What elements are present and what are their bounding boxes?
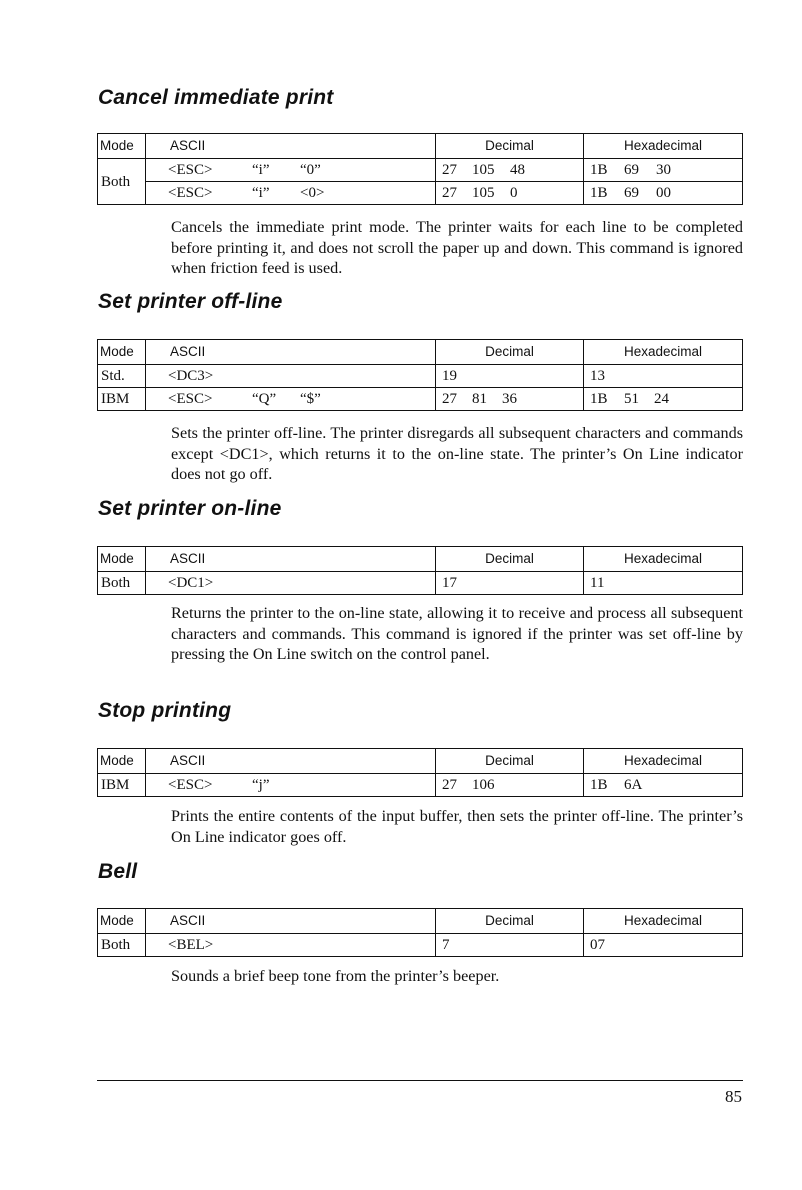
decimal-cell: 7 bbox=[436, 934, 584, 957]
ascii-cell: <ESC> “i” <0> bbox=[146, 182, 436, 205]
table-row bbox=[98, 388, 743, 411]
section-title-stop-printing: Stop printing bbox=[98, 699, 232, 722]
ascii-cell: <DC3> bbox=[146, 365, 436, 388]
decimal-column-header: Decimal bbox=[436, 547, 584, 572]
decimal-cell: 17 bbox=[436, 572, 584, 595]
mode-column-header: Mode bbox=[98, 547, 146, 572]
decimal-cell: 27 105 48 bbox=[436, 159, 584, 182]
command-table-set-printer-off-line bbox=[97, 339, 743, 411]
mode-cell: Both bbox=[98, 934, 146, 957]
mode-cell: IBM bbox=[98, 388, 146, 411]
hex-column-header: Hexadecimal bbox=[584, 340, 743, 365]
command-table-cancel-immediate-print bbox=[97, 133, 743, 205]
mode-cell: Both bbox=[98, 159, 146, 205]
mode-column-header: Mode bbox=[98, 340, 146, 365]
hex-column-header: Hexadecimal bbox=[584, 547, 743, 572]
hex-cell: 1B 69 30 bbox=[584, 159, 743, 182]
table-header-row bbox=[98, 909, 743, 934]
table-header-row bbox=[98, 134, 743, 159]
hex-cell: 1B 69 00 bbox=[584, 182, 743, 205]
section-title-set-printer-off-line: Set printer off-line bbox=[98, 290, 283, 313]
decimal-column-header: Decimal bbox=[436, 340, 584, 365]
table-row bbox=[98, 572, 743, 595]
hex-column-header: Hexadecimal bbox=[584, 749, 743, 774]
mode-column-header: Mode bbox=[98, 749, 146, 774]
decimal-column-header: Decimal bbox=[436, 909, 584, 934]
decimal-cell: 27 81 36 bbox=[436, 388, 584, 411]
command-table-stop-printing bbox=[97, 748, 743, 797]
mode-cell: Both bbox=[98, 572, 146, 595]
section-title-set-printer-on-line: Set printer on-line bbox=[98, 497, 282, 520]
table-row bbox=[98, 774, 743, 797]
ascii-cell: <ESC> “Q” “$” bbox=[146, 388, 436, 411]
table-row bbox=[98, 182, 743, 205]
hex-cell: 1B 51 24 bbox=[584, 388, 743, 411]
section-description: Cancels the immediate print mode. The printer waits for each line to be completed before printing it, and does not scroll the paper up and down. This command is ignored when friction feed is used. bbox=[171, 218, 743, 277]
hex-cell: 11 bbox=[584, 572, 743, 595]
ascii-column-header: ASCII bbox=[146, 547, 436, 572]
section-description: Sounds a brief beep tone from the printer’s beeper. bbox=[171, 967, 500, 985]
mode-cell: IBM bbox=[98, 774, 146, 797]
decimal-cell: 19 bbox=[436, 365, 584, 388]
section-title-bell: Bell bbox=[98, 860, 138, 883]
decimal-cell: 27 105 0 bbox=[436, 182, 584, 205]
mode-cell: Std. bbox=[98, 365, 146, 388]
ascii-cell: <DC1> bbox=[146, 572, 436, 595]
table-header-row bbox=[98, 340, 743, 365]
ascii-column-header: ASCII bbox=[146, 340, 436, 365]
ascii-column-header: ASCII bbox=[146, 749, 436, 774]
mode-column-header: Mode bbox=[98, 909, 146, 934]
table-row bbox=[98, 365, 743, 388]
section-title-cancel-immediate-print: Cancel immediate print bbox=[98, 86, 334, 109]
footer-rule bbox=[97, 1080, 743, 1081]
decimal-column-header: Decimal bbox=[436, 749, 584, 774]
command-table-bell bbox=[97, 908, 743, 957]
table-row bbox=[98, 934, 743, 957]
ascii-column-header: ASCII bbox=[146, 909, 436, 934]
table-header-row bbox=[98, 547, 743, 572]
ascii-cell: <ESC> “i” “0” bbox=[146, 159, 436, 182]
page-number: 85 bbox=[725, 1087, 742, 1106]
hex-column-header: Hexadecimal bbox=[584, 134, 743, 159]
section-description: Prints the entire contents of the input buffer, then sets the printer off-line. The printer’s On Line indicator goes off. bbox=[171, 807, 743, 846]
hex-cell: 1B 6A bbox=[584, 774, 743, 797]
hex-cell: 07 bbox=[584, 934, 743, 957]
ascii-cell: <ESC> “j” bbox=[146, 774, 436, 797]
command-table-set-printer-on-line bbox=[97, 546, 743, 595]
section-description: Sets the printer off-line. The printer disregards all subsequent characters and commands except <DC1>, which returns it to the on-line state. The printer’s On Line indicator does not go off. bbox=[171, 424, 743, 483]
table-header-row bbox=[98, 749, 743, 774]
decimal-column-header: Decimal bbox=[436, 134, 584, 159]
ascii-cell: <BEL> bbox=[146, 934, 436, 957]
mode-column-header: Mode bbox=[98, 134, 146, 159]
hex-column-header: Hexadecimal bbox=[584, 909, 743, 934]
ascii-column-header: ASCII bbox=[146, 134, 436, 159]
hex-cell: 13 bbox=[584, 365, 743, 388]
table-row bbox=[98, 159, 743, 182]
section-description: Returns the printer to the on-line state, allowing it to receive and process all subsequent characters and commands. This command is ignored if the printer was set off-line by pressing the On Line switch on the control panel. bbox=[171, 604, 743, 663]
decimal-cell: 27 106 bbox=[436, 774, 584, 797]
